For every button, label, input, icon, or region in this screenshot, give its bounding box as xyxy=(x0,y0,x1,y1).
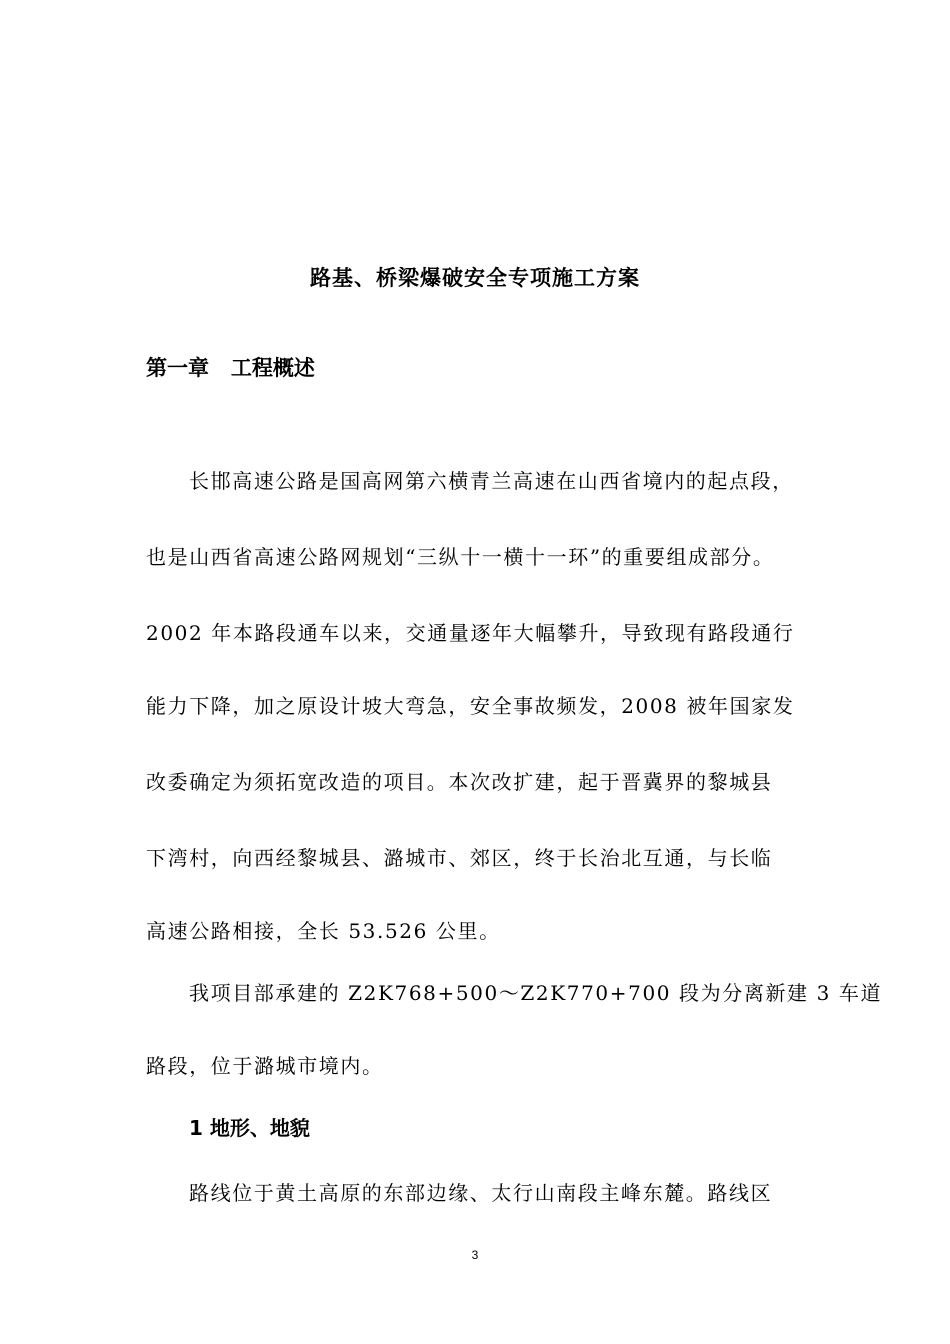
paragraph-line: 长邯高速公路是国高网第六横青兰高速在山西省境内的起点段， xyxy=(189,469,794,493)
paragraph-line: 能力下降，加之原设计坡大弯急，安全事故频发，2008 被年国家发 xyxy=(146,694,795,718)
paragraph-line: 高速公路相接，全长 53.526 公里。 xyxy=(146,919,501,943)
document-title: 路基、桥梁爆破安全专项施工方案 xyxy=(310,266,640,290)
paragraph-line: 下湾村，向西经黎城县、潞城市、郊区，终于长治北互通，与长临 xyxy=(146,846,773,870)
paragraph-line: 路线位于黄土高原的东部边缘、太行山南段主峰东麓。路线区 xyxy=(189,1181,773,1205)
chapter-heading: 第一章 工程概述 xyxy=(146,356,315,380)
paragraph-line: 也是山西省高速公路网规划“三纵十一横十一环”的重要组成部分。 xyxy=(146,545,775,569)
section-heading: 1 地形、地貌 xyxy=(189,1116,310,1140)
paragraph-line: 改委确定为须拓宽改造的项目。本次改扩建，起于晋冀界的黎城县 xyxy=(146,770,773,794)
paragraph-line: 路段，位于潞城市境内。 xyxy=(146,1054,384,1078)
paragraph-line: 2002 年本路段通车以来，交通量逐年大幅攀升，导致现有路段通行 xyxy=(146,621,795,645)
paragraph-line: 我项目部承建的 Z2K768+500～Z2K770+700 段为分离新建 3 车道 xyxy=(189,981,883,1005)
page-number: 3 xyxy=(471,1248,479,1262)
